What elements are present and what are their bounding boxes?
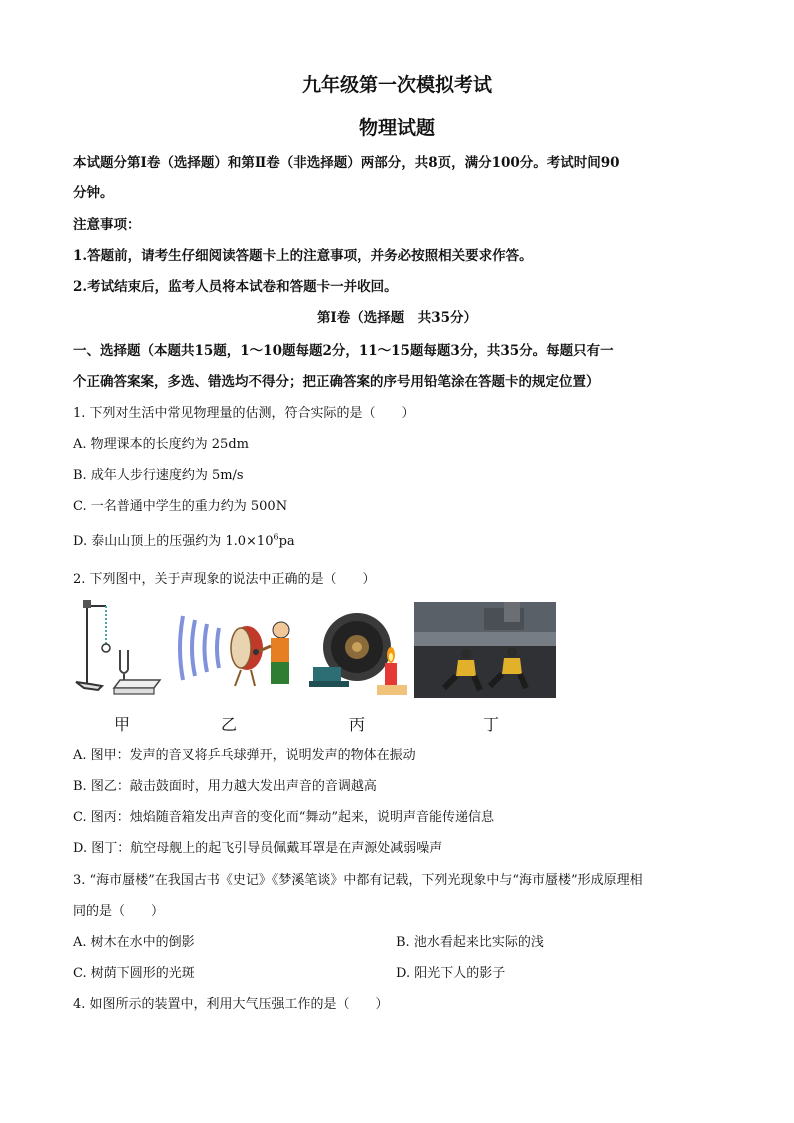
part1-heading: 第Ⅰ卷（选择题 共35分） bbox=[316, 310, 478, 326]
notice-heading: 注意事项： bbox=[73, 217, 141, 233]
figure-ding-carrier-crew-photo bbox=[414, 602, 556, 698]
notice-1: 1.答题前，请考生仔细阅读答题卡上的注意事项，并务必按照相关要求作答。 bbox=[73, 248, 533, 264]
q3-stem-2: 同的是（ ） bbox=[73, 904, 165, 919]
q1-option-d-exponent: 6 bbox=[273, 532, 279, 542]
q2-option-c: C. 图丙：烛焰随音箱发出声音的变化而“舞动”起来，说明声音能传递信息 bbox=[73, 810, 495, 825]
figure-jia-tuning-fork bbox=[72, 598, 164, 698]
exam-title: 九年级第一次模拟考试 bbox=[301, 74, 492, 96]
section-instructions-2: 个正确答案案，多选、错选均不得分；把正确答案的序号用铅笔涂在答题卡的规定位置） bbox=[73, 374, 600, 390]
figure-yi-drum bbox=[175, 606, 295, 690]
q1-option-c: C. 一名普通中学生的重力约为 500N bbox=[73, 499, 288, 514]
figure-bing-speaker-candle bbox=[307, 603, 411, 699]
q1-option-d-unit: pa bbox=[278, 534, 295, 549]
q1-option-b: B. 成年人步行速度约为 5m/s bbox=[73, 468, 244, 483]
q2-option-d: D. 图丁：航空母舰上的起飞引导员佩戴耳罩是在声源处减弱噪声 bbox=[73, 841, 443, 856]
intro-line-1: 本试题分第Ⅰ卷（选择题）和第Ⅱ卷（非选择题）两部分，共8页，满分100分。考试时间90 bbox=[73, 155, 620, 171]
q3-option-c: C. 树荫下圆形的光斑 bbox=[73, 966, 195, 981]
q2-option-b: B. 图乙：敲击鼓面时，用力越大发出声音的音调越高 bbox=[73, 779, 377, 794]
q3-option-b: B. 池水看起来比实际的浅 bbox=[396, 935, 544, 950]
q4-stem: 4. 如图所示的装置中，利用大气压强工作的是（ ） bbox=[73, 997, 389, 1012]
q2-option-a: A. 图甲：发声的音叉将乒乓球弹开，说明发声的物体在振动 bbox=[73, 748, 416, 763]
q1-stem: 1. 下列对生活中常见物理量的估测，符合实际的是（ ） bbox=[73, 406, 415, 421]
q1-option-d-text: D. 泰山山顶上的压强约为 1.0×10 bbox=[73, 534, 274, 549]
figure-caption-yi: 乙 bbox=[221, 715, 238, 734]
section-instructions-1: 一、选择题（本题共15题，1～10题每题2分，11～15题每题3分，共35分。每题只有一 bbox=[73, 343, 614, 359]
notice-2: 2.考试结束后，监考人员将本试卷和答题卡一并收回。 bbox=[73, 279, 398, 295]
q1-option-a: A. 物理课本的长度约为 25dm bbox=[73, 437, 249, 452]
q3-stem-1: 3. “海市蜃楼”在我国古书《史记》《梦溪笔谈》中都有记载，下列光现象中与“海市蜃楼”形成原理相 bbox=[73, 873, 643, 888]
figure-caption-jia: 甲 bbox=[114, 715, 131, 734]
q2-stem: 2. 下列图中，关于声现象的说法中正确的是（ ） bbox=[73, 572, 376, 587]
intro-line-2: 分钟。 bbox=[73, 185, 114, 201]
q3-option-a: A. 树木在水中的倒影 bbox=[73, 935, 195, 950]
q3-option-d: D. 阳光下人的影子 bbox=[396, 966, 506, 981]
figure-caption-bing: 丙 bbox=[349, 715, 366, 734]
q1-option-d bbox=[73, 530, 295, 549]
exam-subtitle: 物理试题 bbox=[358, 117, 435, 139]
figure-caption-ding: 丁 bbox=[483, 715, 500, 734]
